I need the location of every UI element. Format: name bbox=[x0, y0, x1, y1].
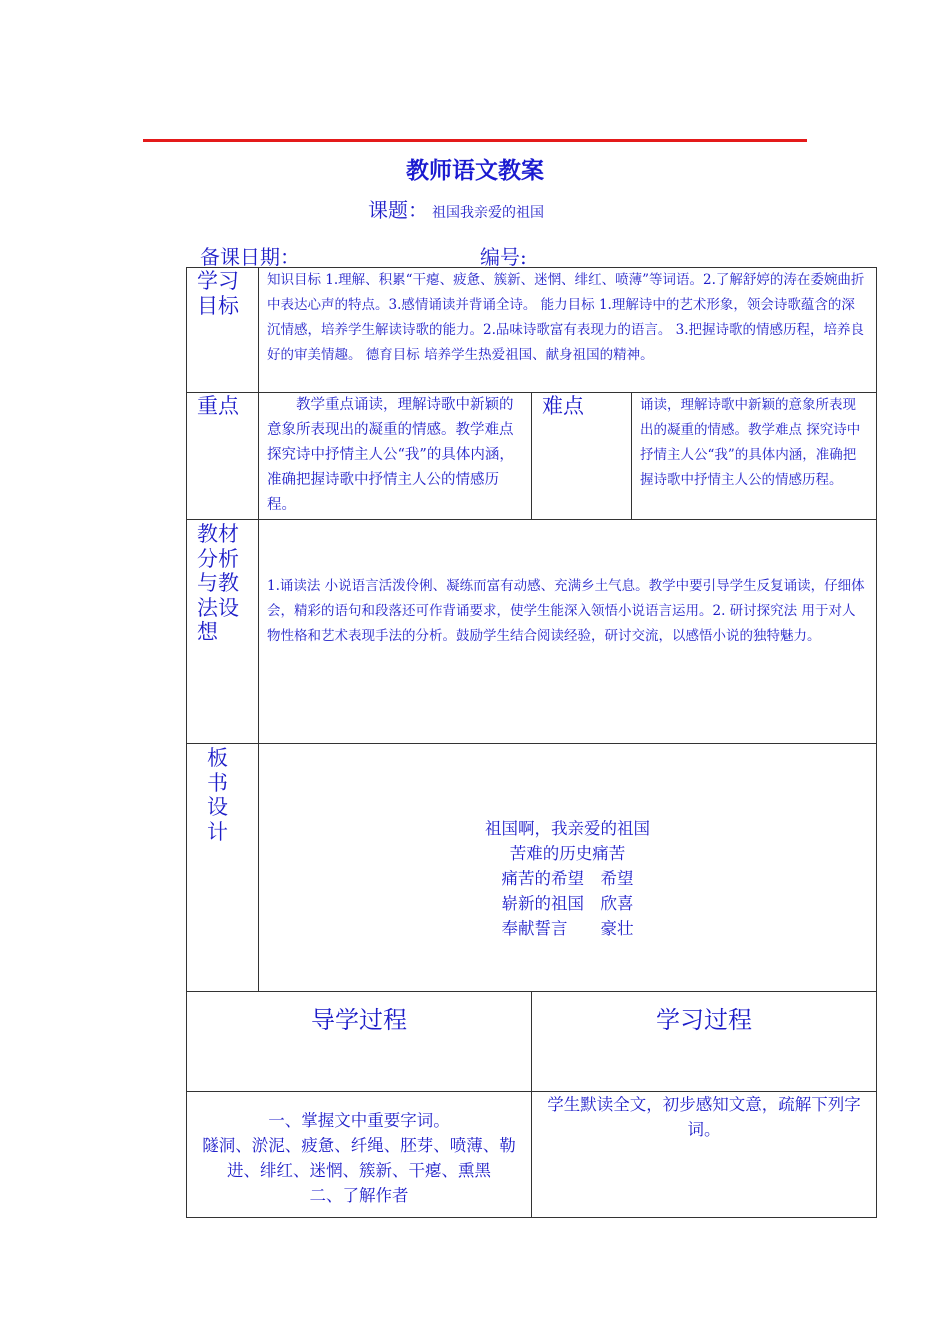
objectives-text: 知识目标 1.理解、积累“干瘪、疲惫、簇新、迷惘、绯红、喷薄”等词语。2.了解舒婷的涛在委婉曲折中表达心声的特点。3.感情诵读并背诵全诗。 能力目标 1.理解诗中的艺术形象，领会诗歌蕴含的深沉情感，培养学生解读诗歌的能力。2.品味诗歌富有表现力的语言。 3.把握诗歌的情感历程，培养良好的审美情趣。 德育目标 培养学生热爱祖国、献身祖国的精神。 bbox=[259, 268, 877, 393]
board-content bbox=[259, 744, 877, 992]
objectives-row bbox=[187, 268, 877, 393]
prep-date-label: 备课日期： bbox=[200, 245, 300, 269]
difficulty-label: 难点 bbox=[532, 393, 632, 520]
process-header-row bbox=[187, 992, 877, 1092]
topic-value: 祖国我亲爱的祖国 bbox=[432, 205, 544, 221]
objectives-label-cell bbox=[187, 268, 259, 393]
guide-line: 二、了解作者 bbox=[309, 1186, 409, 1205]
board-line: 痛苦的希望 希望 bbox=[501, 869, 634, 888]
objectives-label: 学习目标 bbox=[197, 269, 239, 318]
analysis-label: 教材分析与教法设想 bbox=[187, 520, 259, 744]
page-title: 教师语文教案 bbox=[406, 158, 544, 184]
board-line: 苦难的历史痛苦 bbox=[509, 844, 626, 863]
analysis-row bbox=[187, 520, 877, 744]
lesson-plan-table bbox=[186, 267, 877, 1218]
process-content-row bbox=[187, 1092, 877, 1218]
difficulty-text: 诵读，理解诗歌中新颖的意象所表现出的凝重的情感。教学难点 探究诗中抒情主人公“我”的具体内涵，准确把握诗歌中抒情主人公的情感历程。 bbox=[632, 393, 877, 520]
guide-line: 隧洞、淤泥、疲惫、纤绳、胚芽、喷薄、勒进、绯红、迷惘、簇新、干瘪、熏黑 bbox=[202, 1136, 516, 1180]
header-red-rule bbox=[143, 139, 807, 142]
topic-label: 课题： bbox=[368, 198, 428, 222]
board-line: 祖国啊，我亲爱的祖国 bbox=[485, 819, 650, 838]
analysis-text: 1.诵读法 小说语言活泼伶俐、凝练而富有动感、充满乡土气息。教学中要引导学生反复诵读，仔细体会，精彩的语句和段落还可作背诵要求，使学生能深入领悟小说语言运用。2. 研讨探究法 用于对人物性格和艺术表现手法的分析。鼓励学生结合阅读经验，研讨交流，以感悟小说的独特魅力。 bbox=[259, 520, 877, 744]
key-points-row bbox=[187, 393, 877, 520]
topic-line bbox=[368, 194, 544, 223]
learn-process-content: 学生默读全文，初步感知文意，疏解下列字词。 bbox=[532, 1092, 877, 1218]
board-line: 崭新的祖国 欣喜 bbox=[501, 894, 634, 913]
number-label: 编号: bbox=[480, 245, 527, 269]
board-label: 板书设计 bbox=[187, 744, 259, 992]
key-points-text: 教学重点诵读，理解诗歌中新颖的意象所表现出的凝重的情感。教学难点 探究诗中抒情主人公“我”的具体内涵，准确把握诗歌中抒情主人公的情感历程。 bbox=[259, 393, 532, 520]
key-points-label: 重点 bbox=[187, 393, 259, 520]
guide-line: 一、掌握文中重要字词。 bbox=[268, 1111, 450, 1130]
board-line: 奉献誓言 豪壮 bbox=[501, 919, 634, 938]
learn-process-heading: 学习过程 bbox=[532, 992, 877, 1092]
guide-process-content bbox=[187, 1092, 532, 1218]
guide-process-heading: 导学过程 bbox=[187, 992, 532, 1092]
board-design-row bbox=[187, 744, 877, 992]
